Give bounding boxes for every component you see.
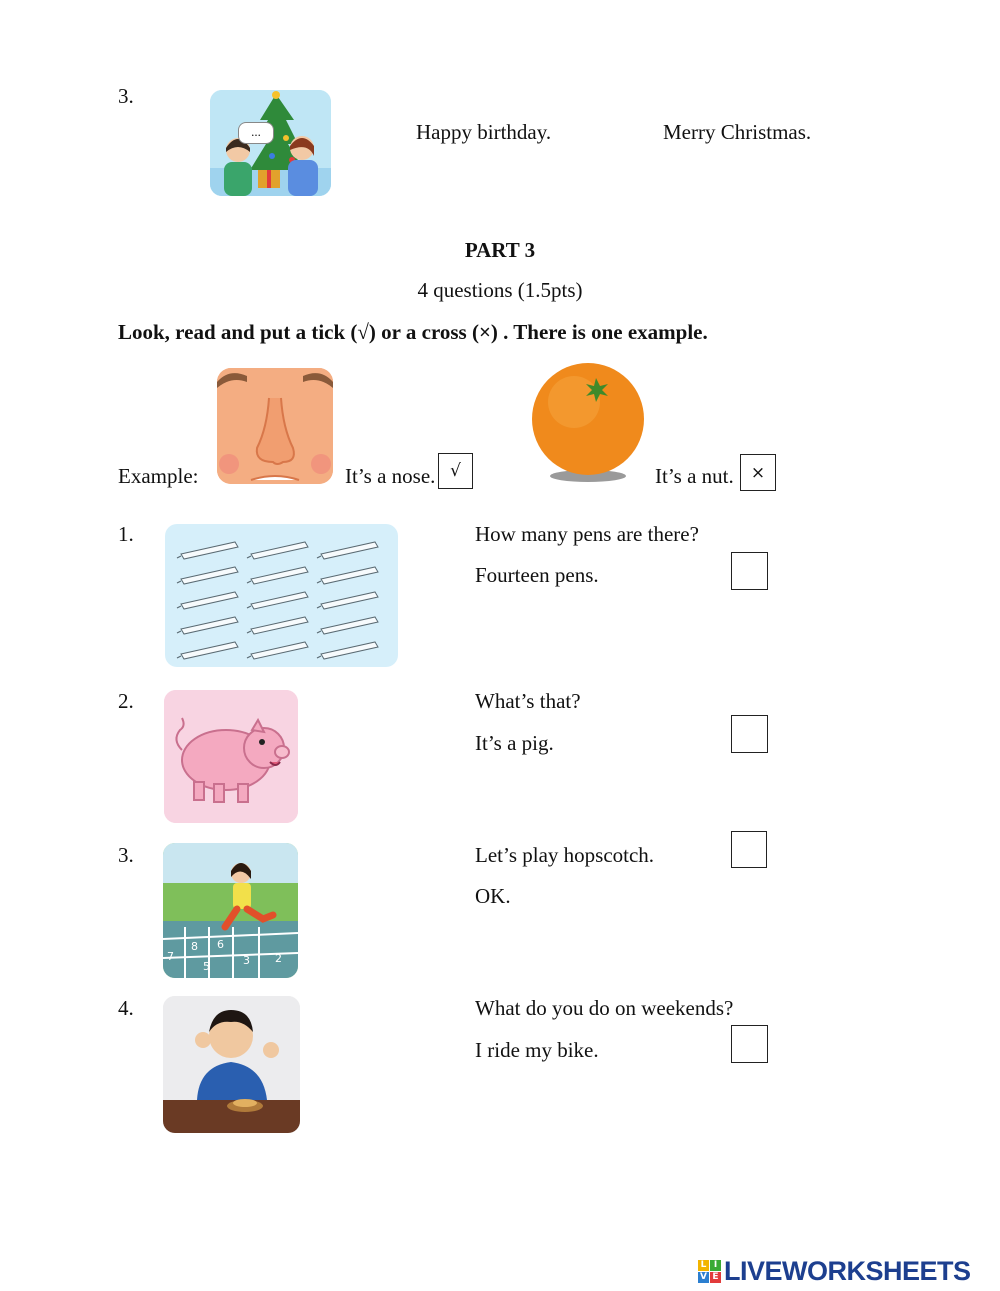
logo-text: LIVEWORKSHEETS bbox=[724, 1256, 971, 1286]
q3-answer-box[interactable] bbox=[731, 831, 767, 868]
pen-icon bbox=[317, 642, 378, 659]
example-cross-box bbox=[740, 454, 776, 491]
pen-icon bbox=[317, 617, 378, 634]
tick-mark: √ bbox=[450, 461, 461, 481]
christmas-image bbox=[210, 90, 331, 196]
hop-number-8: 8 bbox=[191, 940, 198, 953]
q2-question: What’s that? bbox=[475, 689, 581, 713]
example-label: Example: bbox=[118, 464, 199, 488]
logo-badge-icon bbox=[698, 1260, 721, 1283]
q3-number: 3. bbox=[118, 843, 134, 867]
pen-icon bbox=[247, 592, 308, 609]
boy-eating-image bbox=[163, 996, 300, 1133]
part3-instruction: Look, read and put a tick (√) or a cross (×) . There is one example. bbox=[118, 320, 708, 344]
speech-bubble: ... bbox=[238, 122, 274, 144]
nose-image bbox=[217, 368, 333, 484]
part3-title: PART 3 bbox=[464, 238, 536, 262]
logo-badge-e: E bbox=[710, 1272, 721, 1283]
pen-icon bbox=[177, 642, 238, 659]
pen-icon bbox=[247, 567, 308, 584]
logo-badge-l: L bbox=[698, 1260, 709, 1271]
liveworksheets-logo bbox=[698, 1256, 971, 1287]
q3-question: Let’s play hopscotch. bbox=[475, 843, 655, 867]
part2-q3-number: 3. bbox=[118, 84, 134, 108]
q4-question: What do you do on weekends? bbox=[475, 996, 734, 1020]
q2-answer-text: It’s a pig. bbox=[475, 731, 554, 755]
logo-badge-i: I bbox=[710, 1260, 721, 1271]
example-sentence-1: It’s a nose. bbox=[345, 464, 436, 488]
pen-icon bbox=[317, 542, 378, 559]
pig-image bbox=[164, 690, 298, 823]
pen-icon bbox=[177, 592, 238, 609]
pen-icon bbox=[177, 542, 238, 559]
q4-answer-text: I ride my bike. bbox=[475, 1038, 599, 1062]
hopscotch-image bbox=[163, 843, 298, 978]
orange-image bbox=[530, 362, 648, 486]
q2-answer-box[interactable] bbox=[731, 715, 768, 753]
q4-answer-box[interactable] bbox=[731, 1025, 768, 1063]
part2-q3-option-a[interactable]: Happy birthday. bbox=[416, 120, 552, 144]
q4-number: 4. bbox=[118, 996, 134, 1020]
hop-number-6: 6 bbox=[217, 938, 224, 951]
hop-number-3: 3 bbox=[243, 954, 250, 967]
q1-answer-text: Fourteen pens. bbox=[475, 563, 599, 587]
pen-icon bbox=[247, 617, 308, 634]
pen-icon bbox=[177, 617, 238, 634]
hop-number-7: 7 bbox=[167, 950, 174, 963]
q1-answer-box[interactable] bbox=[731, 552, 768, 590]
q3-answer-text: OK. bbox=[475, 884, 511, 908]
part3-subtitle: 4 questions (1.5pts) bbox=[417, 278, 583, 302]
q2-number: 2. bbox=[118, 689, 134, 713]
example-tick-box bbox=[438, 453, 473, 489]
cross-mark: × bbox=[750, 462, 766, 483]
hop-number-5: 5 bbox=[203, 960, 210, 973]
q1-number: 1. bbox=[118, 522, 134, 546]
pen-icon bbox=[317, 592, 378, 609]
pen-icon bbox=[317, 567, 378, 584]
pen-icon bbox=[247, 542, 308, 559]
part2-q3-option-b[interactable]: Merry Christmas. bbox=[663, 120, 812, 144]
pen-icon bbox=[177, 567, 238, 584]
q1-question: How many pens are there? bbox=[475, 522, 699, 546]
hop-number-2: 2 bbox=[275, 952, 282, 965]
logo-badge-v: V bbox=[698, 1272, 709, 1283]
pen-icon bbox=[247, 642, 308, 659]
pens-image bbox=[165, 524, 398, 667]
example-sentence-2: It’s a nut. bbox=[655, 464, 734, 488]
